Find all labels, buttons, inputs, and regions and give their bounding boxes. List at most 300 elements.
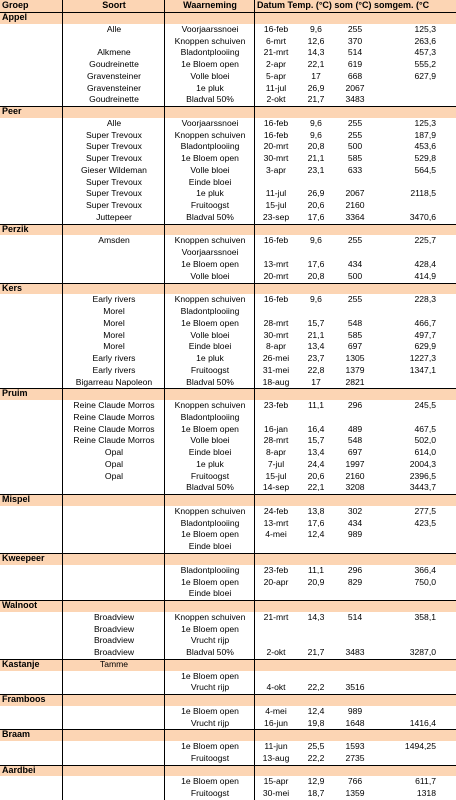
cell-temp: 16,4: [307, 423, 325, 434]
group-label: Appel: [2, 12, 28, 22]
cell-tsomgem: 358,1: [414, 611, 436, 622]
cell-soort: Broadview: [93, 647, 135, 658]
group-label: Perzik: [2, 223, 29, 234]
cell-tsom: 1648: [345, 717, 365, 728]
cell-tsom: 2160: [345, 200, 365, 211]
cell-soort: Gravensteiner: [87, 70, 141, 81]
cell-tsomgem: 627,9: [414, 70, 436, 81]
cell-soort: Super Trevoux: [86, 141, 142, 152]
cell-soort: Reine Claude Morros: [73, 411, 155, 422]
table-row: [0, 377, 456, 389]
cell-waarneming: Bladval 50%: [186, 211, 234, 222]
table-row: [0, 588, 456, 600]
group-label: Braam: [2, 729, 31, 740]
cell-tsomgem: 3470,6: [409, 211, 436, 222]
cell-waarneming: Knoppen schuiven: [174, 129, 246, 140]
table-row: [0, 83, 456, 95]
cell-tsom: 1379: [345, 364, 365, 375]
cell-waarneming: Knoppen schuiven: [174, 235, 246, 246]
table-row: [0, 776, 456, 788]
cell-waarneming: Knoppen schuiven: [174, 611, 246, 622]
cell-datum: 28-mrt: [263, 317, 289, 328]
table-row: [0, 330, 456, 342]
cell-soort: Gieser Wildeman: [81, 164, 147, 175]
group-band: [0, 224, 456, 236]
cell-tsom: 766: [347, 776, 363, 787]
cell-waarneming: Knoppen schuiven: [174, 35, 246, 46]
cell-tsom: 697: [347, 341, 363, 352]
table-row: [0, 271, 456, 283]
cell-soort: Super Trevoux: [86, 200, 142, 211]
group-band: [0, 388, 456, 400]
cell-soort: Reine Claude Morros: [73, 435, 155, 446]
cell-tsomgem: 187,9: [414, 129, 436, 140]
cell-datum: 15-jul: [265, 200, 287, 211]
cell-temp: 13,4: [307, 447, 325, 458]
cell-datum: 23-sep: [262, 211, 290, 222]
table-row: [0, 612, 456, 624]
cell-soort: Opal: [104, 458, 124, 469]
cell-datum: 16-feb: [263, 129, 289, 140]
cell-tsom: 296: [347, 400, 363, 411]
cell-soort: Goudreinette: [89, 59, 139, 70]
cell-waarneming: Bladontplooiing: [180, 411, 240, 422]
cell-soort: Alkmene: [97, 47, 131, 58]
cell-temp: 22,2: [307, 682, 325, 693]
cell-soort: Super Trevoux: [86, 188, 142, 199]
cell-tsomgem: 453,6: [414, 141, 436, 152]
cell-waarneming: 1e Bloem open: [181, 705, 239, 716]
table-row: [0, 71, 456, 83]
cell-tsom: 2067: [345, 82, 365, 93]
group-row: [0, 765, 456, 777]
cell-tsom: 1997: [345, 458, 365, 469]
cell-waarneming: Bladontplooiing: [180, 306, 240, 317]
cell-waarneming: 1e Bloem open: [181, 258, 239, 269]
table-row: [0, 118, 456, 130]
cell-soort: Bigarreau Napoleon: [75, 376, 153, 387]
cell-temp: 11,1: [307, 564, 325, 575]
table-row: [0, 318, 456, 330]
cell-tsom: 1305: [345, 353, 365, 364]
cell-datum: 28-mrt: [263, 435, 289, 446]
cell-datum: 24-feb: [263, 505, 289, 516]
cell-waarneming: 1e pluk: [196, 82, 224, 93]
cell-soort: Super Trevoux: [86, 176, 142, 187]
cell-soort: Super Trevoux: [86, 153, 142, 164]
cell-tsomgem: 497,7: [414, 329, 436, 340]
group-band: [0, 600, 456, 612]
header-row: [0, 0, 456, 12]
cell-datum: 23-feb: [263, 400, 289, 411]
cell-waarneming: Einde bloei: [188, 341, 232, 352]
cell-tsomgem: 245,5: [414, 400, 436, 411]
table-row: [0, 235, 456, 247]
group-rule: [0, 494, 456, 495]
cell-temp: 23,1: [307, 164, 325, 175]
cell-tsomgem: 2004,3: [409, 458, 436, 469]
cell-waarneming: Knoppen schuiven: [174, 294, 246, 305]
cell-waarneming: Einde bloei: [188, 541, 232, 552]
cell-waarneming: Volle bloei: [190, 435, 230, 446]
cell-tsomgem: 1416,4: [409, 717, 436, 728]
cell-tsom: 989: [347, 529, 363, 540]
cell-tsom: 302: [347, 505, 363, 516]
cell-waarneming: Bladontplooiing: [180, 564, 240, 575]
cell-tsom: 548: [347, 435, 363, 446]
group-rule: [0, 694, 456, 695]
table-row: [0, 682, 456, 694]
cell-datum: 16-feb: [263, 23, 289, 34]
cell-datum: 4-okt: [266, 682, 286, 693]
table-row: [0, 741, 456, 753]
group-band: [0, 765, 456, 777]
cell-tsomgem: 125,3: [414, 117, 436, 128]
cell-tsom: 3516: [345, 682, 365, 693]
cell-datum: 26-mei: [262, 353, 290, 364]
group-row: [0, 12, 456, 24]
cell-waarneming: 1e pluk: [196, 458, 224, 469]
table-row: [0, 624, 456, 636]
cell-waarneming: Volle bloei: [190, 270, 230, 281]
table-row: [0, 36, 456, 48]
cell-waarneming: Voorjaarssnoei: [181, 117, 239, 128]
header-waarneming: Waarneming: [183, 0, 237, 10]
cell-temp: 19,8: [307, 717, 325, 728]
cell-soort: Morel: [103, 329, 125, 340]
table-row: [0, 47, 456, 59]
group-rule: [0, 12, 456, 13]
cell-datum: 2-okt: [266, 647, 286, 658]
cell-waarneming: Bladval 50%: [186, 376, 234, 387]
cell-tsom: 1593: [345, 741, 365, 752]
group-row: [0, 224, 456, 236]
cell-tsom: 829: [347, 576, 363, 587]
group-rule: [0, 553, 456, 554]
table-row: [0, 577, 456, 589]
cell-soort: Super Trevoux: [86, 129, 142, 140]
cell-temp: 20,6: [307, 470, 325, 481]
cell-soort: Opal: [104, 470, 124, 481]
cell-tsomgem: 611,7: [415, 776, 436, 787]
cell-soort: Opal: [104, 447, 124, 458]
group-label: Aardbei: [2, 764, 36, 775]
cell-waarneming: Bladontplooiing: [180, 517, 240, 528]
group-band: [0, 12, 456, 24]
cell-temp: 15,7: [307, 435, 325, 446]
group-row: [0, 729, 456, 741]
cell-waarneming: Fruitoogst: [190, 788, 230, 799]
table-row: [0, 706, 456, 718]
table-row: [0, 141, 456, 153]
cell-datum: 18-aug: [262, 376, 290, 387]
cell-temp: 20,6: [307, 200, 325, 211]
cell-temp: 17,6: [307, 258, 325, 269]
table-row: [0, 259, 456, 271]
cell-tsomgem: 414,9: [414, 270, 436, 281]
cell-tsomgem: 1227,3: [409, 353, 436, 364]
table-row: [0, 294, 456, 306]
cell-temp: 18,7: [307, 788, 325, 799]
cell-datum: 8-apr: [265, 447, 287, 458]
group-label: Kweepeer: [2, 553, 45, 563]
cell-datum: 16-feb: [263, 235, 289, 246]
cell-tsomgem: 3443,7: [409, 482, 436, 493]
cell-soort: Alle: [106, 117, 122, 128]
cell-datum: 11-jul: [265, 188, 287, 199]
cell-waarneming: 1e Bloem open: [181, 423, 239, 434]
group-label: Peer: [2, 106, 22, 117]
table-row: [0, 753, 456, 765]
header-soort: Soort: [102, 0, 126, 10]
cell-soort: Broadview: [93, 635, 135, 646]
table-row: [0, 635, 456, 647]
table-row: [0, 165, 456, 177]
cell-soort: Early rivers: [92, 294, 136, 305]
cell-datum: 5-apr: [265, 70, 287, 81]
cell-waarneming: Fruitoogst: [190, 470, 230, 481]
table-row: [0, 130, 456, 142]
cell-tsom: 500: [347, 270, 363, 281]
group-rule: [0, 224, 456, 225]
cell-tsom: 514: [347, 47, 363, 58]
cell-tsomgem: 2118,5: [410, 188, 436, 199]
cell-datum: 30-mei: [262, 788, 290, 799]
cell-tsom: 296: [347, 564, 363, 575]
cell-tsom: 434: [347, 258, 363, 269]
divider-waarneming: [254, 0, 255, 800]
cell-tsom: 633: [347, 164, 363, 175]
table-row: [0, 541, 456, 553]
cell-datum: 16-jan: [264, 423, 288, 434]
cell-datum: 7-jul: [267, 458, 285, 469]
cell-tsom: 3208: [345, 482, 365, 493]
cell-soort: Juttepeer: [96, 211, 132, 222]
table-row: [0, 212, 456, 224]
cell-tsom: 489: [347, 423, 363, 434]
cell-tsom: 255: [347, 23, 363, 34]
cell-temp: 14,3: [307, 47, 325, 58]
cell-tsom: 255: [347, 235, 363, 246]
cell-waarneming: Einde bloei: [188, 176, 232, 187]
cell-temp: 23,7: [307, 353, 325, 364]
cell-tsom: 585: [347, 329, 363, 340]
table-row: [0, 447, 456, 459]
cell-tsomgem: 564,5: [414, 164, 436, 175]
cell-temp: 17: [311, 70, 321, 81]
cell-tsom: 500: [347, 141, 363, 152]
cell-temp: 20,8: [307, 141, 325, 152]
divider-soort: [164, 0, 165, 800]
cell-tsom: 255: [347, 294, 363, 305]
cell-soort: Broadview: [93, 623, 135, 634]
cell-temp: 21,1: [307, 153, 325, 164]
cell-temp: 14,3: [307, 611, 325, 622]
group-row: [0, 106, 456, 118]
cell-temp: 17: [311, 376, 321, 387]
table-row: [0, 671, 456, 683]
cell-waarneming: Bladontplooiing: [180, 47, 240, 58]
cell-waarneming: 1e Bloem open: [181, 317, 239, 328]
cell-tsomgem: 1318: [416, 788, 436, 799]
group-rule: [0, 600, 456, 601]
table-row: [0, 565, 456, 577]
table-row: [0, 94, 456, 106]
cell-waarneming: Volle bloei: [190, 164, 230, 175]
cell-soort: Reine Claude Morros: [73, 423, 155, 434]
cell-temp: 25,5: [307, 741, 325, 752]
cell-waarneming: Bladval 50%: [186, 647, 234, 658]
cell-temp: 9,6: [310, 129, 322, 140]
group-row: [0, 600, 456, 612]
cell-temp: 12,4: [307, 529, 325, 540]
cell-datum: 20-mrt: [263, 270, 289, 281]
cell-tsom: 3483: [345, 647, 365, 658]
group-row: [0, 494, 456, 506]
cell-tsomgem: 225,7: [414, 235, 436, 246]
cell-datum: 8-apr: [265, 341, 287, 352]
group-row: [0, 659, 456, 671]
cell-waarneming: 1e Bloem open: [181, 59, 239, 70]
cell-tsom: 3364: [345, 211, 365, 222]
cell-temp: 20,9: [307, 576, 325, 587]
cell-soort: Morel: [103, 317, 125, 328]
table-row: [0, 365, 456, 377]
table-row: [0, 471, 456, 483]
cell-tsom: 619: [347, 59, 363, 70]
cell-waarneming: Voorjaarssnoei: [181, 23, 239, 34]
cell-datum: 2-okt: [266, 94, 286, 105]
cell-datum: 23-feb: [263, 564, 289, 575]
cell-tsom: 3483: [345, 94, 365, 105]
table-row: [0, 459, 456, 471]
table-row: [0, 306, 456, 318]
table-row: [0, 24, 456, 36]
cell-tsomgem: 428,4: [414, 258, 436, 269]
cell-datum: 4-mei: [265, 705, 287, 716]
cell-waarneming: 1e Bloem open: [181, 153, 239, 164]
table-row: [0, 647, 456, 659]
group-row: [0, 388, 456, 400]
cell-tsomgem: 614,0: [414, 447, 436, 458]
group-label: Mispel: [2, 494, 31, 505]
table-row: [0, 59, 456, 71]
cell-datum: 31-mei: [262, 364, 290, 375]
cell-waarneming: Fruitoogst: [190, 752, 230, 763]
cell-waarneming: Fruitoogst: [190, 200, 230, 211]
cell-datum: 13-mrt: [263, 258, 289, 269]
cell-waarneming: Volle bloei: [190, 70, 230, 81]
cell-waarneming: Bladontplooiing: [180, 141, 240, 152]
cell-waarneming: Vrucht rijp: [190, 682, 230, 693]
cell-datum: 2-apr: [265, 59, 287, 70]
table-row: [0, 400, 456, 412]
cell-tsom: 255: [347, 117, 363, 128]
cell-tsom: 255: [347, 129, 363, 140]
cell-temp: 21,1: [307, 329, 325, 340]
group-label: Pruim: [2, 388, 28, 399]
table-row: [0, 529, 456, 541]
cell-tsomgem: 277,5: [414, 505, 436, 516]
cell-datum: 13-aug: [262, 752, 290, 763]
cell-datum: 30-mrt: [263, 153, 289, 164]
cell-tsomgem: 467,5: [414, 423, 436, 434]
cell-tsomgem: 423,5: [414, 517, 436, 528]
table-row: [0, 177, 456, 189]
cell-waarneming: Fruitoogst: [190, 364, 230, 375]
group-band: [0, 283, 456, 295]
group-rule: [0, 283, 456, 284]
group-label: Walnoot: [2, 600, 38, 611]
cell-datum: 16-jun: [264, 717, 288, 728]
cell-soort: Early rivers: [92, 353, 136, 364]
cell-soort: Alle: [106, 23, 122, 34]
cell-waarneming: 1e Bloem open: [181, 741, 239, 752]
cell-tsomgem: 555,2: [414, 59, 436, 70]
cell-soort: Broadview: [93, 611, 135, 622]
cell-temp: 17,6: [307, 517, 325, 528]
cell-temp: 22,2: [307, 752, 325, 763]
cell-soort: Tamme: [99, 658, 129, 669]
cell-tsomgem: 263,6: [414, 35, 436, 46]
cell-soort: Reine Claude Morros: [73, 400, 155, 411]
cell-tsom: 2735: [345, 752, 365, 763]
cell-temp: 9,6: [310, 23, 322, 34]
cell-soort: Morel: [103, 306, 125, 317]
cell-tsomgem: 1347,1: [409, 364, 436, 375]
cell-tsom: 2160: [345, 470, 365, 481]
cell-tsomgem: 629,9: [414, 341, 436, 352]
cell-waarneming: Knoppen schuiven: [174, 400, 246, 411]
cell-temp: 9,6: [310, 117, 322, 128]
cell-datum: 3-apr: [265, 164, 287, 175]
table-row: [0, 341, 456, 353]
cell-tsomgem: 457,3: [414, 47, 436, 58]
group-row: [0, 694, 456, 706]
group-row: [0, 553, 456, 565]
group-label: Framboos: [2, 694, 46, 705]
cell-datum: 30-mrt: [263, 329, 289, 340]
cell-waarneming: 1e Bloem open: [181, 529, 239, 540]
cell-soort: Morel: [103, 341, 125, 352]
cell-tsom: 370: [347, 35, 363, 46]
cell-datum: 13-mrt: [263, 517, 289, 528]
cell-tsom: 989: [347, 705, 363, 716]
group-band: [0, 729, 456, 741]
cell-waarneming: Bladval 50%: [186, 482, 234, 493]
cell-temp: 12,9: [307, 776, 325, 787]
group-row: [0, 283, 456, 295]
cell-soort: Amsden: [98, 235, 130, 246]
cell-waarneming: Knoppen schuiven: [174, 505, 246, 516]
cell-tsomgem: 1494,25: [404, 741, 436, 752]
group-label: Kers: [2, 282, 23, 293]
cell-waarneming: 1e Bloem open: [181, 776, 239, 787]
table-row: [0, 506, 456, 518]
cell-datum: 6-mrt: [265, 35, 287, 46]
cell-datum: 16-feb: [263, 117, 289, 128]
cell-waarneming: Volle bloei: [190, 329, 230, 340]
table-row: [0, 200, 456, 212]
group-rule: [0, 106, 456, 107]
header-datum-temp: Datum Temp. (°C) som (°C) somgem. (°C: [257, 0, 430, 10]
cell-tsomgem: 228,3: [414, 294, 436, 305]
group-band: [0, 553, 456, 565]
cell-tsomgem: 2396,5: [409, 470, 436, 481]
cell-datum: 16-feb: [263, 294, 289, 305]
table-row: [0, 188, 456, 200]
cell-temp: 22,1: [307, 482, 325, 493]
